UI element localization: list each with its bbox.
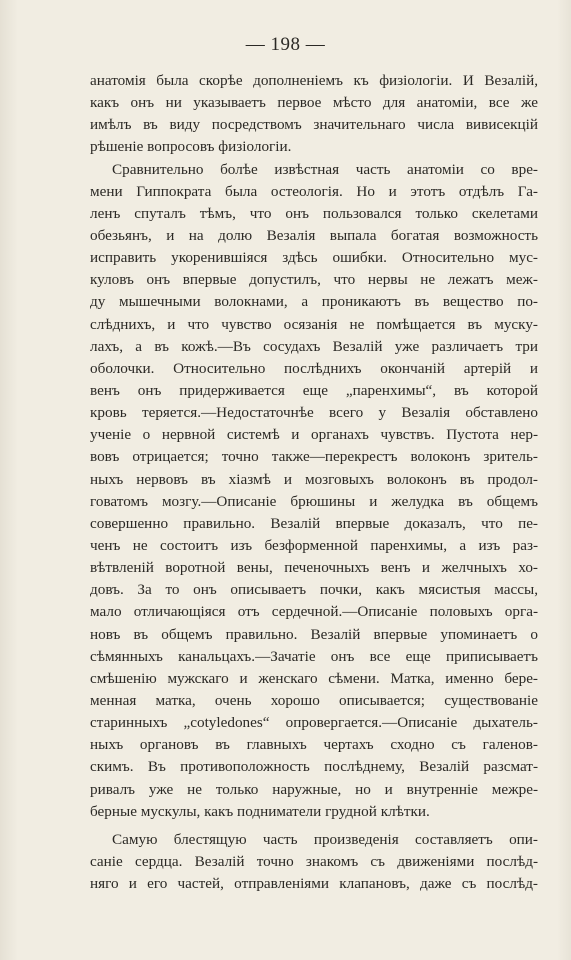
text-line: старинныхъ „cotyledones“ опровергается.—Описаніе дыхатель- [90,714,538,732]
text-line: ученіе о нервной системѣ и органахъ чувствъ. Пустота нер- [90,426,538,444]
text-line: кровь теряется.—Недостаточнѣе всего у Везалія обставлено [90,404,538,422]
text-line: вовъ отрицается; точно также—перекрестъ волоконъ зритель- [90,448,538,466]
paragraph [90,70,538,159]
page-number: — 198 — [245,34,326,55]
text-line: какъ онъ ни указываетъ первое мѣсто для анатоміи, все же [90,94,538,112]
text-line: няго и его частей, отправленіями клапановъ, даже съ послѣд- [90,875,538,893]
text-line: венъ онъ придерживается еще „паренхимы“, въ которой [90,381,538,399]
paragraph [90,159,538,823]
text-line: ченъ не состоитъ изъ безформенной паренхимы, а изъ раз- [90,536,538,554]
body-text [90,70,538,895]
text-line: сѣмянныхъ канальцахъ.—Зачатіе онъ все еще приписываетъ [90,647,538,665]
text-line: обезьянъ, и на долю Везалія выпала богатая возможность [90,226,538,244]
text-line: мени Гиппократа была остеологія. Но и этотъ отдѣлъ Га- [90,182,538,200]
text-line: берные мускулы, какъ подниматели грудной клѣтки. [90,802,430,820]
text-line: менная матка, очень хорошо описывается; существованіе [90,691,538,709]
text-line: оболочки. Относительно послѣднихъ окончаній артерій и [90,359,538,377]
text-line: Сравнительно болѣе извѣстная часть анатоміи со вре- [112,160,538,178]
text-line: мало отличающіяся отъ сердечной.—Описаніе половыхъ орга- [90,603,538,621]
text-line: слѣднихъ, и что чувство осязанія не помѣщается въ муску- [90,315,538,333]
text-line: ленъ спуталъ тѣмъ, что онъ пользовался только скелетами [90,204,538,222]
text-line: ду мышечными волокнами, а проникаютъ въ вещество по- [90,293,538,311]
text-line: анатомія была скорѣе дополненіемъ къ физіологіи. И Везалій, [90,72,538,89]
text-line: рѣшеніе вопросовъ физіологіи. [90,138,292,156]
text-line: скимъ. Въ противоположность послѣднему, Везалій разсмат- [90,758,538,776]
text-line: ныхъ органовъ въ главныхъ чертахъ сходно съ галенов- [90,736,538,754]
text-line: ныхъ нервовъ въ хіазмѣ и мозговыхъ волоконъ въ продол- [90,470,538,488]
text-line: Самую блестящую часть произведенія составляетъ опи- [112,830,538,848]
text-line: лахъ, а въ кожѣ.—Въ сосудахъ Везалій уже различаетъ три [90,337,538,355]
text-line: куловъ онъ впервые допустилъ, что нервы не лежатъ меж- [90,271,538,289]
paragraph [90,829,538,895]
text-line: исправить укоренившіяся здѣсь ошибки. Относительно мус- [90,249,538,267]
text-line: имѣлъ въ виду посредствомъ значительнаго числа вивисекцій [90,116,538,134]
text-line: довъ. За то онъ описываетъ почки, какъ мясистыя массы, [90,581,538,599]
text-line: саніе сердца. Везалій точно знакомъ съ движеніями послѣд- [90,852,538,870]
text-line: говатомъ мозгу.—Описаніе брюшины и желудка въ общемъ [90,492,538,510]
text-line: вѣтвленій воротной вены, печеночныхъ венъ и желчныхъ хо- [90,559,538,577]
text-line: новъ въ общемъ правильно. Везалій впервые упоминаетъ о [90,625,538,643]
text-line: смѣшенію мужскаго и женскаго сѣмени. Матка, именно бере- [90,669,538,687]
text-line: ривалъ уже не только наружные, но и внутренніе межре- [90,780,538,798]
text-line: совершенно правильно. Везалій впервые доказалъ, что пе- [90,514,538,532]
